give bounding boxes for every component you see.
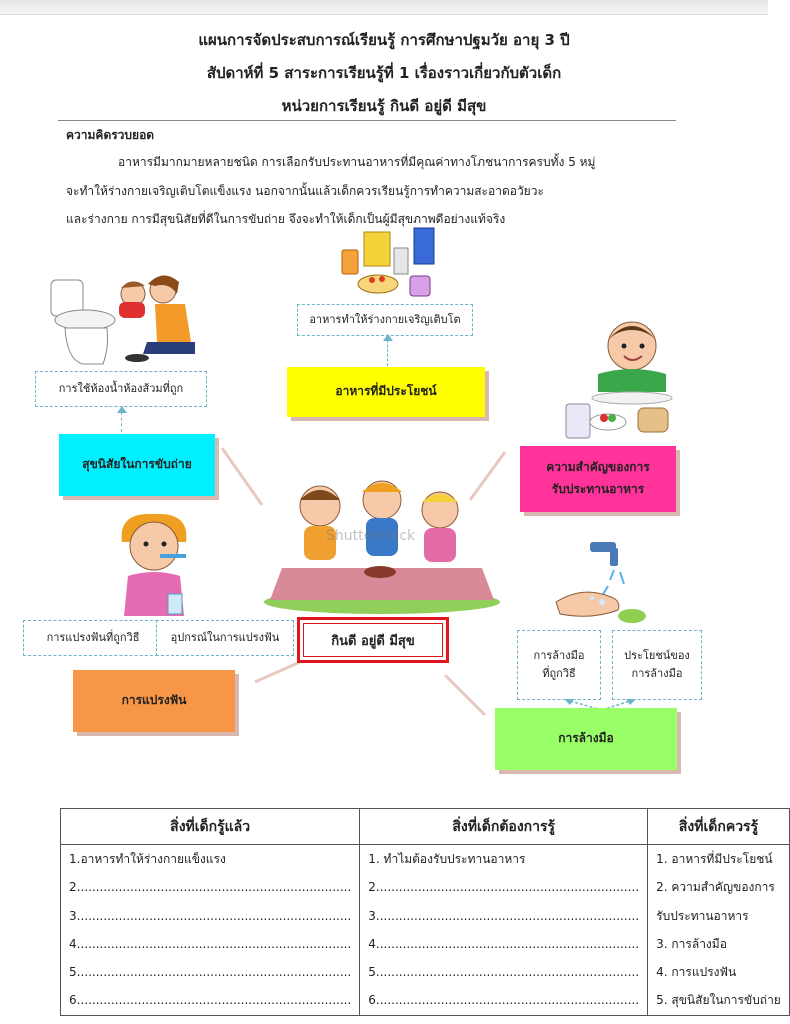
- kwl-table: [60, 808, 790, 1016]
- header-known: สิ่งที่เด็กรู้แล้ว: [61, 809, 360, 845]
- known-item-1: 1.อาหารทำให้ร่างกายแข็งแรง: [69, 852, 226, 866]
- want-item-6: 6.....................................................................: [368, 993, 640, 1008]
- wash-sub1-text-2: ที่ถูกวิธี: [542, 667, 576, 680]
- concept-heading: ความคิดรวบยอด: [66, 128, 155, 142]
- wash-sub2-text-2: การล้างมือ: [631, 667, 683, 680]
- want-item-3: 3.....................................................................: [368, 908, 640, 923]
- header-should: สิ่งที่เด็กควรรู้: [648, 809, 790, 845]
- should-item-1: 1. อาหารที่มีประโยชน์: [656, 852, 773, 866]
- should-item-2: 2. ความสำคัญของการ: [656, 880, 775, 895]
- eat-main-text-2: รับประทานอาหาร: [551, 482, 645, 496]
- hand-washing-illustration: [552, 540, 652, 626]
- wash-sub1-text-1: การล้างมือ: [533, 649, 585, 663]
- toilet-sub-text: การใช้ห้องน้ำห้องส้วมที่ถูก: [58, 382, 184, 396]
- brush-main-text: การแปรงฟัน: [121, 693, 187, 708]
- brush-sub2-box: [156, 620, 294, 656]
- known-item-6: 6........................................................................: [69, 993, 352, 1008]
- food-arrow: [387, 340, 388, 366]
- toilet-illustration: [45, 268, 205, 368]
- should-item-6: 5. สุขนิสัยในการขับถ่าย: [656, 993, 781, 1008]
- week-title: สัปดาห์ที่ 5 สาระการเรียนรู้ที่ 1 เรื่องราวเกี่ยวกับตัวเด็ก: [206, 64, 562, 82]
- toilet-main-box: [59, 434, 215, 496]
- wash-main-text: การล้างมือ: [558, 731, 614, 746]
- girl-brushing-illustration: [110, 512, 200, 620]
- known-item-3: 3........................................................................: [69, 908, 352, 923]
- food-main-text: อาหารที่มีประโยชน์: [335, 384, 437, 399]
- wash-sub2-box: [612, 630, 702, 700]
- toilet-main-text: สุขนิสัยในการขับถ่าย: [82, 457, 192, 472]
- food-sub-text: อาหารทำให้ร่างกายเจริญเติบโต: [309, 313, 461, 327]
- wash-main-box: [495, 708, 677, 770]
- should-item-4: 3. การล้างมือ: [656, 936, 727, 951]
- known-item-2: 2........................................................................: [69, 880, 352, 895]
- table-row: [61, 845, 790, 1016]
- wash-sub2-text-1: ประโยชน์ของ: [624, 649, 690, 663]
- brush-main-box: [73, 670, 235, 732]
- brush-sub1-box: [23, 620, 163, 656]
- table-header-row: [61, 809, 790, 845]
- toilet-sub-box: [35, 371, 207, 407]
- food-main-box: [287, 367, 485, 417]
- concept-line-1: อาหารมีมากมายหลายชนิด การเลือกรับประทานอาหารที่มีคุณค่าทางโภชนาการครบทั้ง 5 หมู่: [118, 155, 596, 169]
- watermark-text: Shutterstock: [326, 528, 416, 544]
- boy-eating-illustration: [560, 312, 680, 444]
- center-topic-box: [297, 617, 449, 663]
- toilet-arrow: [121, 412, 122, 432]
- plan-title: แผนการจัดประสบการณ์เรียนรู้ การศึกษาปฐมวัย อายุ 3 ปี: [198, 31, 570, 49]
- known-item-5: 5........................................................................: [69, 965, 352, 980]
- eat-main-text-1: ความสำคัญของการ: [546, 460, 650, 475]
- food-illustration: [336, 224, 444, 306]
- known-item-4: 4........................................................................: [69, 936, 352, 951]
- children-picnic-illustration: [262, 478, 502, 613]
- brush-sub1-text: การแปรงฟันที่ถูกวิธี: [46, 631, 140, 645]
- want-column: [360, 845, 648, 1016]
- concept-line-3: และร่างกาย การมีสุขนิสัยที่ดีในการขับถ่าย จึงจะทำให้เด็กเป็นผู้มีสุขภาพดีอย่างแท้จริง: [66, 212, 506, 226]
- want-item-5: 5.....................................................................: [368, 965, 640, 980]
- eat-main-box: [520, 446, 676, 512]
- unit-title: หน่วยการเรียนรู้ กินดี อยู่ดี มีสุข: [281, 97, 487, 115]
- should-column: [648, 845, 790, 1016]
- should-item-5: 4. การแปรงฟัน: [656, 965, 737, 980]
- want-item-4: 4.....................................................................: [368, 936, 640, 951]
- want-item-1: 1. ทำไมต้องรับประทานอาหาร: [368, 852, 526, 866]
- center-topic-text: กินดี อยู่ดี มีสุข: [331, 633, 415, 649]
- concept-line-2: จะทำให้ร่างกายเจริญเติบโตแข็งแรง นอกจากนั้นแล้วเด็กควรเรียนรู้การทำความสะอาดอวัยวะ: [66, 184, 544, 198]
- food-sub-box: [297, 304, 473, 336]
- want-item-2: 2.....................................................................: [368, 880, 640, 895]
- known-column: [61, 845, 360, 1016]
- wash-sub1-box: [517, 630, 601, 700]
- header-want: สิ่งที่เด็กต้องการรู้: [360, 809, 648, 845]
- brush-sub2-text: อุปกรณ์ในการแปรงฟัน: [170, 631, 280, 645]
- should-item-3: รับประทานอาหาร: [656, 908, 749, 923]
